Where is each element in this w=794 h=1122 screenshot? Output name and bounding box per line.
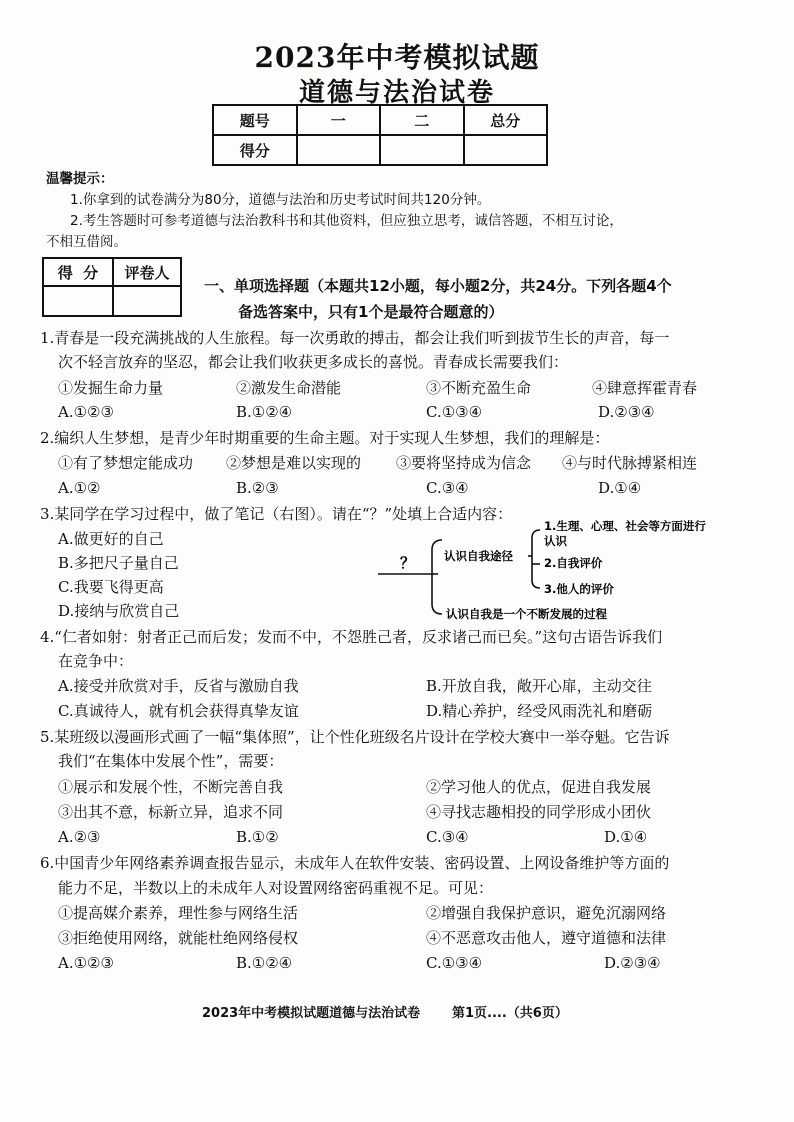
q2-item-4: ④与时代脉搏紧相连 xyxy=(562,454,698,472)
q5-item-2: ②学习他人的优点，促进自我发展 xyxy=(426,778,652,796)
score-header-part2: 二 xyxy=(380,105,464,135)
q1-item-2: ②激发生命潜能 xyxy=(236,379,342,397)
q1-stem-line-1: 1.青春是一段充满挑战的人生旅程。每一次勇敢的搏击，都会让我们听到拔节生长的声音，每一 xyxy=(40,329,670,347)
q1-item-1: ①发掘生命力量 xyxy=(58,379,164,397)
q3-option-a[interactable]: A.做更好的自己 xyxy=(58,530,164,548)
q3-option-b[interactable]: B.多把尺子量自己 xyxy=(58,554,179,572)
tips-label: 温馨提示： xyxy=(46,171,114,187)
section-1-heading: 一、单项选择题（本题共12小题，每小题2分，共24分。下列各题4个 xyxy=(204,277,672,295)
q1-item-4: ④肆意挥霍青春 xyxy=(592,379,698,397)
q5-stem-line-2: 我们“在集体中发展个性”，需要： xyxy=(58,752,284,770)
score-cell-part1[interactable] xyxy=(297,135,381,165)
q2-option-c[interactable]: C.③④ xyxy=(426,479,469,497)
q1-option-c[interactable]: C.①③④ xyxy=(426,403,483,421)
q6-option-d[interactable]: D.②③④ xyxy=(604,954,661,972)
q4-option-d[interactable]: D.精心养护，经受风雨洗礼和磨砺 xyxy=(426,702,653,720)
section-1-heading-cont: 备选答案中，只有1个是最符合题意的） xyxy=(238,303,504,321)
tips-line-1: 1.你拿到的试卷满分为80分，道德与法治和历史考试时间共120分钟。 xyxy=(70,192,491,208)
q4-option-b[interactable]: B.开放自我，敞开心扉，主动交往 xyxy=(426,677,652,695)
grader-score-cell[interactable] xyxy=(43,286,113,316)
q3-diagram-sub-1b: 认识 xyxy=(544,534,567,548)
score-cell-part2[interactable] xyxy=(380,135,464,165)
footer-exam-name: 2023年中考模拟试题道德与法治试卷 xyxy=(202,1006,421,1021)
q2-option-b[interactable]: B.②③ xyxy=(236,479,279,497)
grader-table xyxy=(42,257,182,317)
score-table xyxy=(212,104,548,166)
q6-item-2: ②增强自我保护意识，避免沉溺网络 xyxy=(426,904,667,922)
q5-option-b[interactable]: B.①② xyxy=(236,828,279,846)
score-header-part1: 一 xyxy=(297,105,381,135)
footer-page-number: 第1页....（共6页） xyxy=(452,1006,568,1021)
q6-option-c[interactable]: C.①③④ xyxy=(426,954,483,972)
q6-stem-line-1: 6.中国青少年网络素养调查报告显示，未成年人在软件安装、密码设置、上网设备维护等方面的 xyxy=(40,854,670,872)
score-cell-total[interactable] xyxy=(464,135,548,165)
q3-diagram-sub-2: 2.自我评价 xyxy=(544,556,603,570)
q3-diagram-root: ？ xyxy=(400,554,416,572)
grader-score-header: 得 分 xyxy=(43,258,113,286)
q3-option-c[interactable]: C.我要飞得更高 xyxy=(58,578,164,596)
q3-note-diagram xyxy=(370,516,750,628)
q6-item-4: ④不恶意攻击他人，遵守道德和法律 xyxy=(426,929,667,947)
score-row-label: 得分 xyxy=(213,135,297,165)
q6-item-3: ③拒绝使用网络，就能杜绝网络侵权 xyxy=(58,929,299,947)
q2-item-3: ③要将坚持成为信念 xyxy=(396,454,532,472)
q5-option-c[interactable]: C.③④ xyxy=(426,828,469,846)
q6-option-a[interactable]: A.①②③ xyxy=(58,954,114,972)
q5-option-a[interactable]: A.②③ xyxy=(58,828,101,846)
q5-option-d[interactable]: D.①④ xyxy=(604,828,648,846)
q4-stem-line-1: 4.“仁者如射：射者正己而后发；发而不中，不怨胜己者，反求诸己而已矣。”这句古语告诉我们 xyxy=(40,628,663,646)
q2-option-d[interactable]: D.①④ xyxy=(598,479,642,497)
q1-option-b[interactable]: B.①②④ xyxy=(236,403,293,421)
q3-option-d[interactable]: D.接纳与欣赏自己 xyxy=(58,602,180,620)
q3-diagram-branch-2: 认识自我是一个不断发展的过程 xyxy=(446,607,607,621)
q5-item-4: ④寻找志趣相投的同学形成小团伙 xyxy=(426,803,652,821)
grader-name-header: 评卷人 xyxy=(113,258,181,286)
q1-stem-line-2: 次不轻言放弃的坚忍，都会让我们收获更多成长的喜悦。青春成长需要我们： xyxy=(58,353,569,371)
q3-diagram-branch-1: 认识自我途径 xyxy=(444,549,513,563)
tips-line-2-cont: 不相互借阅。 xyxy=(46,234,127,250)
q6-stem-line-2: 能力不足，半数以上的未成年人对设置网络密码重视不足。可见： xyxy=(58,879,494,897)
q6-option-b[interactable]: B.①②④ xyxy=(236,954,293,972)
q5-stem-line-1: 5.某班级以漫画形式画了一幅“集体照”，让个性化班级名片设计在学校大赛中一举夺魁。它告诉 xyxy=(40,728,670,746)
q4-option-c[interactable]: C.真诚待人，就有机会获得真挚友谊 xyxy=(58,702,299,720)
exam-subtitle: 道德与法治试卷 xyxy=(298,78,495,108)
q1-option-a[interactable]: A.①②③ xyxy=(58,403,114,421)
q3-diagram-sub-1a: 1.生理、心理、社会等方面进行 xyxy=(544,519,706,533)
q3-diagram-sub-3: 3.他人的评价 xyxy=(544,582,614,596)
grader-name-cell[interactable] xyxy=(113,286,181,316)
q3-diagram-lines xyxy=(378,530,540,614)
score-header-number: 题号 xyxy=(213,105,297,135)
q6-item-1: ①提高媒介素养，理性参与网络生活 xyxy=(58,904,299,922)
q2-option-a[interactable]: A.①② xyxy=(58,479,101,497)
q4-stem-line-2: 在竞争中： xyxy=(58,652,134,670)
q3-stem: 3.某同学在学习过程中，做了笔记（右图）。请在“？”处填上合适内容： xyxy=(40,505,513,523)
q2-item-2: ②梦想是难以实现的 xyxy=(226,454,362,472)
q5-item-1: ①展示和发展个性，不断完善自我 xyxy=(58,778,284,796)
q4-option-a[interactable]: A.接受并欣赏对手，反省与激励自我 xyxy=(58,677,299,695)
q1-option-d[interactable]: D.②③④ xyxy=(598,403,655,421)
q1-item-3: ③不断充盈生命 xyxy=(426,379,532,397)
q2-stem: 2.编织人生梦想，是青少年时期重要的生命主题。对于实现人生梦想，我们的理解是： xyxy=(40,429,610,447)
exam-title: 2023年中考模拟试题 xyxy=(254,41,540,74)
tips-line-2: 2.考生答题时可参考道德与法治教科书和其他资料，但应独立思考，诚信答题，不相互讨论， xyxy=(70,213,623,229)
q5-item-3: ③出其不意，标新立异，追求不同 xyxy=(58,803,284,821)
score-header-total: 总分 xyxy=(464,105,548,135)
q2-item-1: ①有了梦想定能成功 xyxy=(58,454,194,472)
